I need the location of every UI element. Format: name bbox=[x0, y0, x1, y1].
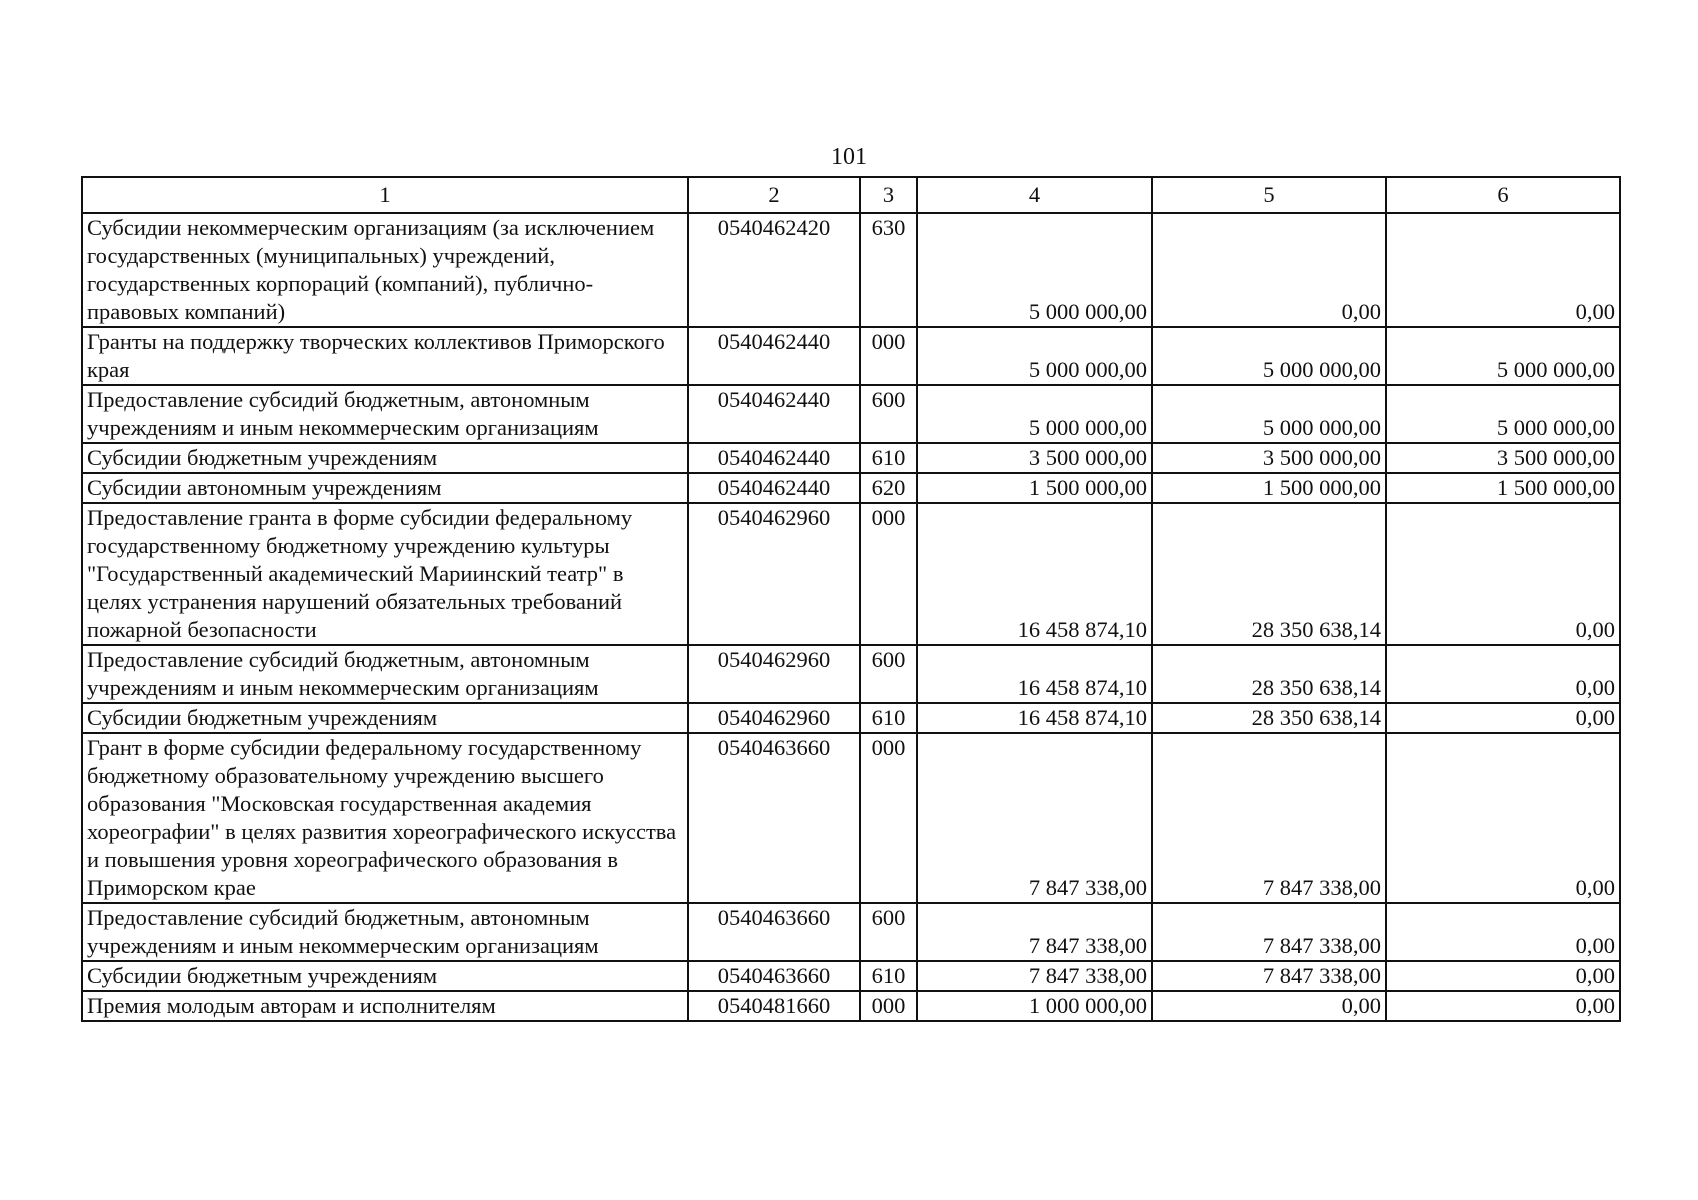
header-cell-2: 2 bbox=[688, 177, 860, 213]
row-name: Предоставление субсидий бюджетным, автономным учреждениям и иным некоммерческим организациям bbox=[82, 903, 688, 961]
row-value-6: 0,00 bbox=[1386, 961, 1620, 991]
row-code: 0540462440 bbox=[688, 473, 860, 503]
row-value-5: 0,00 bbox=[1152, 213, 1386, 327]
row-code: 0540463660 bbox=[688, 733, 860, 903]
table-row bbox=[82, 703, 1620, 733]
row-value-6: 0,00 bbox=[1386, 733, 1620, 903]
header-cell-1: 1 bbox=[82, 177, 688, 213]
row-value-5: 28 350 638,14 bbox=[1152, 503, 1386, 645]
row-type: 600 bbox=[860, 385, 917, 443]
row-value-4: 16 458 874,10 bbox=[917, 645, 1152, 703]
row-value-6: 1 500 000,00 bbox=[1386, 473, 1620, 503]
row-value-4: 5 000 000,00 bbox=[917, 385, 1152, 443]
row-type: 610 bbox=[860, 443, 917, 473]
row-name: Субсидии бюджетным учреждениям bbox=[82, 703, 688, 733]
row-value-5: 5 000 000,00 bbox=[1152, 385, 1386, 443]
row-value-4: 5 000 000,00 bbox=[917, 327, 1152, 385]
row-value-4: 7 847 338,00 bbox=[917, 903, 1152, 961]
row-type: 600 bbox=[860, 645, 917, 703]
table-row bbox=[82, 327, 1620, 385]
row-code: 0540462440 bbox=[688, 385, 860, 443]
row-value-4: 7 847 338,00 bbox=[917, 961, 1152, 991]
row-code: 0540463660 bbox=[688, 961, 860, 991]
row-value-6: 5 000 000,00 bbox=[1386, 385, 1620, 443]
row-type: 600 bbox=[860, 903, 917, 961]
row-type: 620 bbox=[860, 473, 917, 503]
row-type: 000 bbox=[860, 991, 917, 1021]
row-value-6: 0,00 bbox=[1386, 645, 1620, 703]
header-cell-3: 3 bbox=[860, 177, 917, 213]
row-value-5: 7 847 338,00 bbox=[1152, 961, 1386, 991]
row-value-5: 0,00 bbox=[1152, 991, 1386, 1021]
table-row bbox=[82, 213, 1620, 327]
row-type: 000 bbox=[860, 503, 917, 645]
row-value-4: 16 458 874,10 bbox=[917, 703, 1152, 733]
header-row bbox=[82, 177, 1620, 213]
table-row bbox=[82, 961, 1620, 991]
row-type: 610 bbox=[860, 703, 917, 733]
row-code: 0540462960 bbox=[688, 503, 860, 645]
row-type: 000 bbox=[860, 327, 917, 385]
row-value-6: 0,00 bbox=[1386, 213, 1620, 327]
row-code: 0540463660 bbox=[688, 903, 860, 961]
row-type: 000 bbox=[860, 733, 917, 903]
table-row bbox=[82, 503, 1620, 645]
row-value-6: 5 000 000,00 bbox=[1386, 327, 1620, 385]
row-value-6: 0,00 bbox=[1386, 903, 1620, 961]
table-row bbox=[82, 385, 1620, 443]
row-name: Субсидии бюджетным учреждениям bbox=[82, 443, 688, 473]
row-code: 0540481660 bbox=[688, 991, 860, 1021]
table-row bbox=[82, 733, 1620, 903]
row-name: Предоставление субсидий бюджетным, автономным учреждениям и иным некоммерческим организациям bbox=[82, 645, 688, 703]
table-row bbox=[82, 991, 1620, 1021]
row-value-5: 3 500 000,00 bbox=[1152, 443, 1386, 473]
row-name: Субсидии некоммерческим организациям (за исключением государственных (муниципальных) учреждений, государственных корпораций (компаний), публично-правовых компаний) bbox=[82, 213, 688, 327]
table-row bbox=[82, 473, 1620, 503]
page-number: 101 bbox=[831, 144, 867, 170]
row-code: 0540462420 bbox=[688, 213, 860, 327]
row-value-6: 0,00 bbox=[1386, 991, 1620, 1021]
row-value-5: 28 350 638,14 bbox=[1152, 703, 1386, 733]
row-value-5: 7 847 338,00 bbox=[1152, 733, 1386, 903]
row-name: Предоставление гранта в форме субсидии федеральному государственному бюджетному учреждению культуры "Государственный академический Мариинский театр" в целях устранения нарушений обязательных требований пожарной безопасности bbox=[82, 503, 688, 645]
row-name: Гранты на поддержку творческих коллективов Приморского края bbox=[82, 327, 688, 385]
table-row bbox=[82, 443, 1620, 473]
row-value-4: 1 000 000,00 bbox=[917, 991, 1152, 1021]
header-cell-5: 5 bbox=[1152, 177, 1386, 213]
row-code: 0540462440 bbox=[688, 327, 860, 385]
row-code: 0540462440 bbox=[688, 443, 860, 473]
row-value-5: 28 350 638,14 bbox=[1152, 645, 1386, 703]
row-value-6: 0,00 bbox=[1386, 503, 1620, 645]
row-value-4: 7 847 338,00 bbox=[917, 733, 1152, 903]
row-value-5: 5 000 000,00 bbox=[1152, 327, 1386, 385]
budget-table bbox=[81, 176, 1621, 1022]
row-code: 0540462960 bbox=[688, 703, 860, 733]
row-value-6: 0,00 bbox=[1386, 703, 1620, 733]
row-value-4: 16 458 874,10 bbox=[917, 503, 1152, 645]
row-type: 610 bbox=[860, 961, 917, 991]
row-code: 0540462960 bbox=[688, 645, 860, 703]
row-name: Предоставление субсидий бюджетным, автономным учреждениям и иным некоммерческим организациям bbox=[82, 385, 688, 443]
row-value-4: 3 500 000,00 bbox=[917, 443, 1152, 473]
row-name: Грант в форме субсидии федеральному государственному бюджетному образовательному учреждению высшего образования "Московская государственная академия хореографии" в целях развития хореографического искусства и повышения уровня хореографического образования в Приморском крае bbox=[82, 733, 688, 903]
row-name: Премия молодым авторам и исполнителям bbox=[82, 991, 688, 1021]
header-cell-6: 6 bbox=[1386, 177, 1620, 213]
row-value-6: 3 500 000,00 bbox=[1386, 443, 1620, 473]
table-row bbox=[82, 645, 1620, 703]
table-row bbox=[82, 903, 1620, 961]
row-value-4: 1 500 000,00 bbox=[917, 473, 1152, 503]
row-name: Субсидии бюджетным учреждениям bbox=[82, 961, 688, 991]
header-cell-4: 4 bbox=[917, 177, 1152, 213]
row-name: Субсидии автономным учреждениям bbox=[82, 473, 688, 503]
row-value-4: 5 000 000,00 bbox=[917, 213, 1152, 327]
row-type: 630 bbox=[860, 213, 917, 327]
row-value-5: 1 500 000,00 bbox=[1152, 473, 1386, 503]
row-value-5: 7 847 338,00 bbox=[1152, 903, 1386, 961]
